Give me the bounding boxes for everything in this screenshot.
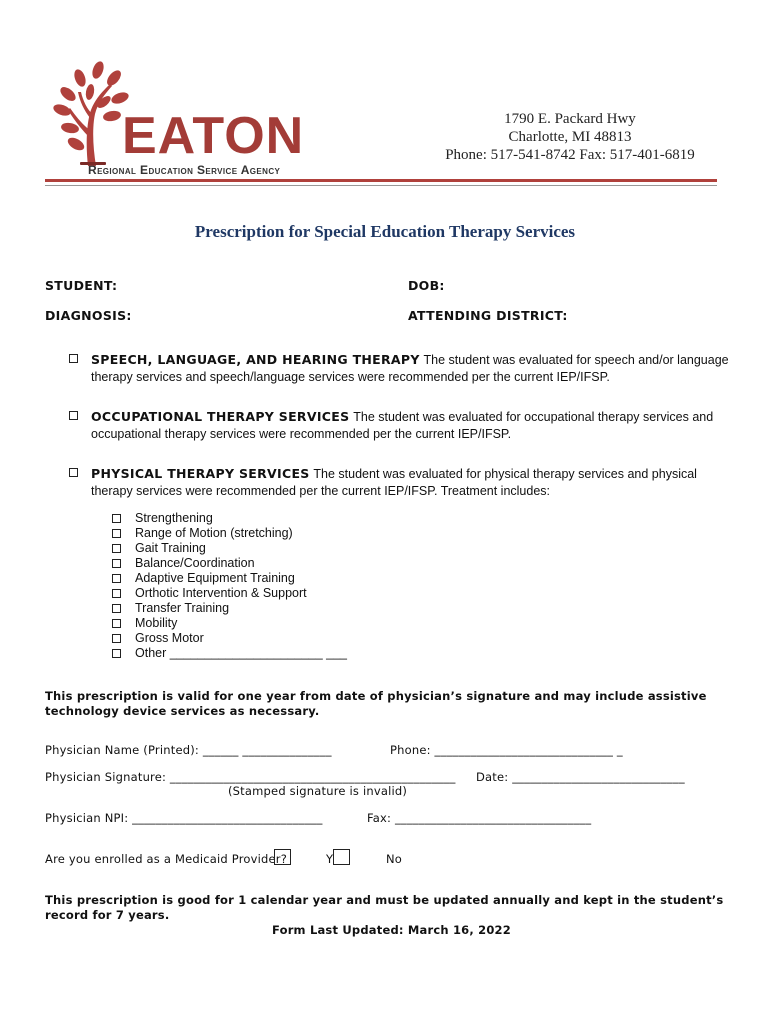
service-desc-line2: therapy services and speech/language services were recommended per the current IEP/IFSP. bbox=[91, 370, 610, 384]
treatment-label: Balance/Coordination bbox=[135, 556, 255, 570]
service-desc-line2: occupational therapy services were recommended per the current IEP/IFSP. bbox=[91, 427, 512, 441]
treatment-checkbox[interactable] bbox=[112, 604, 121, 613]
validity-note-line1: This prescription is valid for one year from date of physician’s signature and may include assistive bbox=[45, 689, 707, 703]
treatment-label: Gait Training bbox=[135, 541, 206, 555]
medicaid-no-label: No bbox=[386, 852, 403, 866]
treatment-label: Transfer Training bbox=[135, 601, 230, 615]
treatment-label: Gross Motor bbox=[135, 631, 204, 645]
treatment-label: Strengthening bbox=[135, 511, 213, 525]
treatment-label: Orthotic Intervention & Support bbox=[135, 586, 307, 600]
treatment-item bbox=[112, 616, 347, 631]
footer-note-line2: record for 7 years. bbox=[45, 908, 170, 922]
agency-name: Regional Education Service Agency bbox=[88, 163, 281, 177]
attending-district-label: ATTENDING DISTRICT: bbox=[408, 308, 568, 323]
speech-therapy-checkbox[interactable] bbox=[69, 354, 78, 363]
physician-name-field[interactable]: Physician Name (Printed): ______ _______________ bbox=[45, 743, 332, 757]
treatment-checkbox[interactable] bbox=[112, 559, 121, 568]
treatment-checkbox[interactable] bbox=[112, 634, 121, 643]
footer-note-line1: This prescription is good for 1 calendar year and must be updated annually and kept in the student’s bbox=[45, 893, 724, 907]
treatment-item bbox=[112, 541, 347, 556]
treatment-label: Other ______________________ ___ bbox=[135, 646, 348, 660]
address-block bbox=[430, 110, 710, 164]
physician-npi-field[interactable]: Physician NPI: ________________________________ bbox=[45, 811, 323, 825]
treatment-checkbox[interactable] bbox=[112, 529, 121, 538]
eaton-tree-logo bbox=[50, 58, 130, 168]
physician-fax-field[interactable]: Fax: _________________________________ bbox=[367, 811, 592, 825]
address-line2: Charlotte, MI 48813 bbox=[508, 129, 632, 145]
treatment-checkbox[interactable] bbox=[112, 544, 121, 553]
medicaid-yes-checkbox[interactable] bbox=[274, 849, 291, 865]
address-line1: 1790 E. Packard Hwy bbox=[504, 111, 636, 127]
treatment-checkbox[interactable] bbox=[112, 589, 121, 598]
treatment-label: Mobility bbox=[135, 616, 178, 630]
treatment-item bbox=[112, 646, 347, 661]
physician-phone-field[interactable]: Phone: ______________________________ _ bbox=[390, 743, 623, 757]
medicaid-question: Are you enrolled as a Medicaid Provider? bbox=[45, 852, 288, 866]
treatment-list bbox=[112, 511, 347, 661]
org-logo-text: EATON bbox=[122, 107, 305, 165]
treatment-label: Adaptive Equipment Training bbox=[135, 571, 295, 585]
phone-fax: Phone: 517-541-8742 Fax: 517-401-6819 bbox=[445, 147, 695, 163]
treatment-item bbox=[112, 586, 347, 601]
treatment-item bbox=[112, 601, 347, 616]
occupational-therapy-item bbox=[91, 408, 731, 443]
validity-note bbox=[45, 689, 725, 719]
treatment-checkbox[interactable] bbox=[112, 574, 121, 583]
physical-therapy-checkbox[interactable] bbox=[69, 468, 78, 477]
service-name: SPEECH, LANGUAGE, AND HEARING THERAPY bbox=[91, 352, 420, 367]
treatment-item bbox=[112, 511, 347, 526]
service-name: PHYSICAL THERAPY SERVICES bbox=[91, 466, 310, 481]
physician-signature-field[interactable]: Physician Signature: ________________________________________________ bbox=[45, 770, 456, 784]
footer-note bbox=[45, 893, 735, 923]
diagnosis-label: DIAGNOSIS: bbox=[45, 308, 132, 323]
service-desc-line1: The student was evaluated for speech and/or language bbox=[423, 353, 729, 367]
stamp-note: (Stamped signature is invalid) bbox=[228, 784, 408, 798]
service-name: OCCUPATIONAL THERAPY SERVICES bbox=[91, 409, 350, 424]
student-label: STUDENT: bbox=[45, 278, 118, 293]
occupational-therapy-checkbox[interactable] bbox=[69, 411, 78, 420]
header-divider-grey bbox=[45, 185, 717, 186]
dob-label: DOB: bbox=[408, 278, 445, 293]
physical-therapy-item bbox=[91, 465, 731, 500]
treatment-item bbox=[112, 526, 347, 541]
service-desc-line1: The student was evaluated for occupational therapy services and bbox=[353, 410, 714, 424]
medicaid-yes-label: Y bbox=[326, 852, 334, 866]
form-updated-date: Form Last Updated: March 16, 2022 bbox=[272, 923, 511, 937]
treatment-item bbox=[112, 556, 347, 571]
header-divider-red bbox=[45, 179, 717, 182]
treatment-label: Range of Motion (stretching) bbox=[135, 526, 293, 540]
form-title: Prescription for Special Education Therapy Services bbox=[194, 222, 576, 241]
signature-date-field[interactable]: Date: _____________________________ bbox=[476, 770, 685, 784]
medicaid-no-checkbox[interactable] bbox=[333, 849, 350, 865]
treatment-item bbox=[112, 631, 347, 646]
speech-therapy-item bbox=[91, 351, 731, 386]
validity-note-line2: technology device services as necessary. bbox=[45, 704, 320, 718]
treatment-checkbox[interactable] bbox=[112, 619, 121, 628]
service-desc-line2: therapy services were recommended per the current IEP/IFSP. Treatment includes: bbox=[91, 484, 551, 498]
treatment-checkbox[interactable] bbox=[112, 514, 121, 523]
service-desc-line1: The student was evaluated for physical therapy services and physical bbox=[313, 467, 697, 481]
treatment-item bbox=[112, 571, 347, 586]
treatment-checkbox[interactable] bbox=[112, 649, 121, 658]
